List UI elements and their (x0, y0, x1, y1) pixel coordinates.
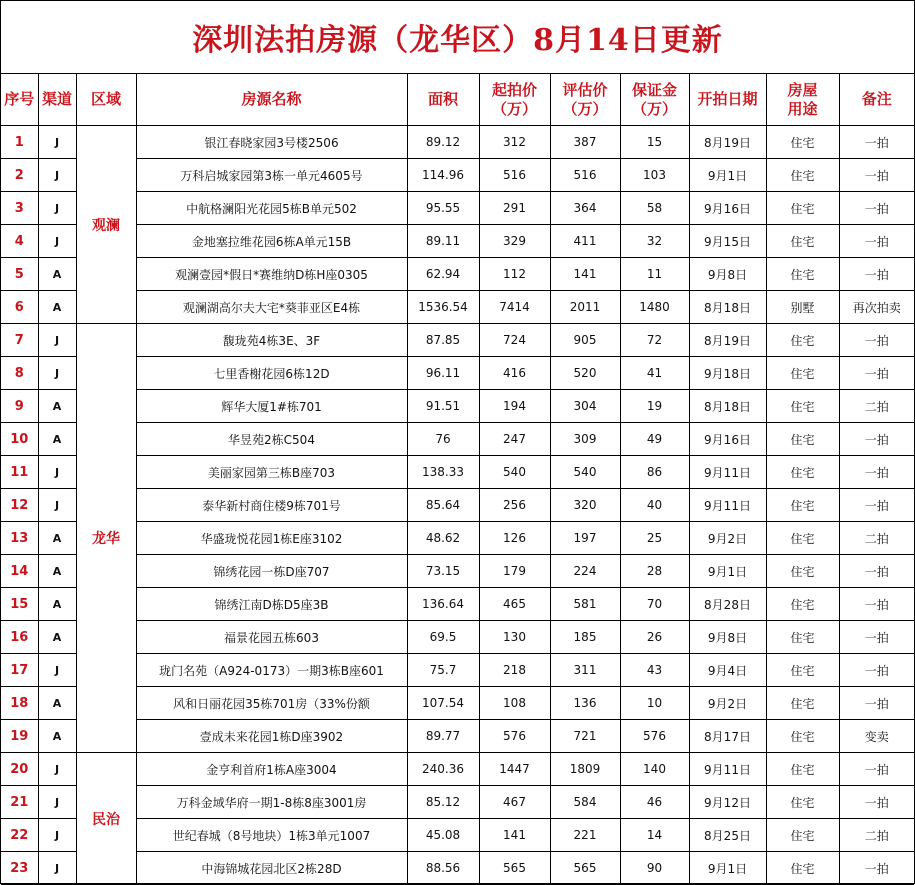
channel-cell: J (38, 225, 76, 258)
auction-date-cell: 9月1日 (689, 852, 766, 885)
auction-date-cell: 9月16日 (689, 423, 766, 456)
auction-date-cell: 9月16日 (689, 192, 766, 225)
auction-date-cell: 8月19日 (689, 324, 766, 357)
floor-area-cell: 114.96 (407, 159, 479, 192)
note-cell: 一拍 (839, 852, 914, 885)
table-row (1, 522, 914, 555)
appraised-price-cell: 721 (550, 720, 620, 753)
header-note: 备注 (839, 74, 914, 126)
property-name-cell: 七里香榭花园6栋12D (136, 357, 407, 390)
note-cell: 二拍 (839, 819, 914, 852)
row-no-cell: 1 (1, 126, 38, 159)
property-name-cell: 万科金域华府一期1-8栋8座3001房 (136, 786, 407, 819)
appraised-price-cell: 141 (550, 258, 620, 291)
deposit-cell: 90 (620, 852, 689, 885)
table-row (1, 390, 914, 423)
header-deposit: 保证金 （万） (620, 74, 689, 126)
appraised-price-cell: 320 (550, 489, 620, 522)
table-row (1, 654, 914, 687)
usage-cell: 住宅 (766, 852, 839, 885)
usage-cell: 住宅 (766, 159, 839, 192)
header-channel: 渠道 (38, 74, 76, 126)
channel-cell: A (38, 555, 76, 588)
property-name-cell: 壹成未来花园1栋D座3902 (136, 720, 407, 753)
district-cell: 龙华 (76, 324, 136, 753)
header-district: 区域 (76, 74, 136, 126)
table-row (1, 687, 914, 720)
table-row (1, 489, 914, 522)
channel-cell: J (38, 819, 76, 852)
floor-area-cell: 89.12 (407, 126, 479, 159)
start-price-cell: 7414 (479, 291, 550, 324)
appraised-price-cell: 520 (550, 357, 620, 390)
start-price-cell: 329 (479, 225, 550, 258)
table-row (1, 720, 914, 753)
table-row (1, 324, 914, 357)
deposit-cell: 25 (620, 522, 689, 555)
start-price-cell: 179 (479, 555, 550, 588)
property-name-cell: 金地塞拉维花园6栋A单元15B (136, 225, 407, 258)
channel-cell: J (38, 192, 76, 225)
appraised-price-cell: 224 (550, 555, 620, 588)
usage-cell: 住宅 (766, 720, 839, 753)
deposit-cell: 1480 (620, 291, 689, 324)
row-no-cell: 16 (1, 621, 38, 654)
row-no-cell: 14 (1, 555, 38, 588)
start-price-cell: 724 (479, 324, 550, 357)
start-price-cell: 130 (479, 621, 550, 654)
note-cell: 二拍 (839, 390, 914, 423)
channel-cell: J (38, 852, 76, 885)
page-title: 深圳法拍房源（龙华区）8月14日更新 (192, 23, 723, 58)
start-price-cell: 540 (479, 456, 550, 489)
property-name-cell: 银江春晓家园3号楼2506 (136, 126, 407, 159)
usage-cell: 住宅 (766, 357, 839, 390)
header-appraised-price: 评估价 （万） (550, 74, 620, 126)
row-no-cell: 17 (1, 654, 38, 687)
floor-area-cell: 88.56 (407, 852, 479, 885)
appraised-price-cell: 584 (550, 786, 620, 819)
row-no-cell: 9 (1, 390, 38, 423)
channel-cell: A (38, 522, 76, 555)
table-row (1, 423, 914, 456)
usage-cell: 住宅 (766, 126, 839, 159)
channel-cell: A (38, 588, 76, 621)
auction-date-cell: 9月8日 (689, 258, 766, 291)
appraised-price-cell: 387 (550, 126, 620, 159)
property-name-cell: 观澜壹园*假日*赛维纳D栋H座0305 (136, 258, 407, 291)
usage-cell: 住宅 (766, 258, 839, 291)
start-price-cell: 291 (479, 192, 550, 225)
auction-date-cell: 8月25日 (689, 819, 766, 852)
note-cell: 一拍 (839, 621, 914, 654)
property-name-cell: 金亨利首府1栋A座3004 (136, 753, 407, 786)
property-name-cell: 世纪春城（8号地块）1栋3单元1007 (136, 819, 407, 852)
usage-cell: 住宅 (766, 489, 839, 522)
note-cell: 一拍 (839, 654, 914, 687)
usage-cell: 住宅 (766, 456, 839, 489)
floor-area-cell: 85.12 (407, 786, 479, 819)
start-price-cell: 256 (479, 489, 550, 522)
channel-cell: A (38, 621, 76, 654)
deposit-cell: 15 (620, 126, 689, 159)
appraised-price-cell: 311 (550, 654, 620, 687)
floor-area-cell: 75.7 (407, 654, 479, 687)
table-row (1, 819, 914, 852)
floor-area-cell: 76 (407, 423, 479, 456)
floor-area-cell: 89.11 (407, 225, 479, 258)
usage-cell: 住宅 (766, 324, 839, 357)
note-cell: 一拍 (839, 555, 914, 588)
appraised-price-cell: 2011 (550, 291, 620, 324)
start-price-cell: 112 (479, 258, 550, 291)
row-no-cell: 10 (1, 423, 38, 456)
start-price-cell: 194 (479, 390, 550, 423)
header-start-price: 起拍价 （万） (479, 74, 550, 126)
note-cell: 一拍 (839, 456, 914, 489)
deposit-cell: 103 (620, 159, 689, 192)
table-row (1, 258, 914, 291)
usage-cell: 住宅 (766, 522, 839, 555)
auction-date-cell: 9月4日 (689, 654, 766, 687)
channel-cell: A (38, 720, 76, 753)
start-price-cell: 218 (479, 654, 550, 687)
appraised-price-cell: 185 (550, 621, 620, 654)
header-usage: 房屋 用途 (766, 74, 839, 126)
table-row (1, 588, 914, 621)
row-no-cell: 20 (1, 753, 38, 786)
row-no-cell: 7 (1, 324, 38, 357)
auction-date-cell: 9月18日 (689, 357, 766, 390)
note-cell: 一拍 (839, 588, 914, 621)
property-name-cell: 馥珑苑4栋3E、3F (136, 324, 407, 357)
header-area: 面积 (407, 74, 479, 126)
table-row (1, 621, 914, 654)
start-price-cell: 576 (479, 720, 550, 753)
row-no-cell: 5 (1, 258, 38, 291)
usage-cell: 住宅 (766, 654, 839, 687)
usage-cell: 住宅 (766, 555, 839, 588)
row-no-cell: 13 (1, 522, 38, 555)
start-price-cell: 467 (479, 786, 550, 819)
channel-cell: J (38, 456, 76, 489)
usage-cell: 住宅 (766, 753, 839, 786)
start-price-cell: 108 (479, 687, 550, 720)
table-row (1, 357, 914, 390)
channel-cell: J (38, 357, 76, 390)
header-no: 序号 (1, 74, 38, 126)
start-price-cell: 126 (479, 522, 550, 555)
header-row (1, 74, 914, 126)
table-row (1, 225, 914, 258)
row-no-cell: 2 (1, 159, 38, 192)
channel-cell: J (38, 786, 76, 819)
auction-date-cell: 9月1日 (689, 555, 766, 588)
row-no-cell: 8 (1, 357, 38, 390)
table-row (1, 753, 914, 786)
auction-date-cell: 9月11日 (689, 456, 766, 489)
note-cell: 一拍 (839, 687, 914, 720)
deposit-cell: 70 (620, 588, 689, 621)
channel-cell: A (38, 423, 76, 456)
row-no-cell: 4 (1, 225, 38, 258)
appraised-price-cell: 309 (550, 423, 620, 456)
auction-date-cell: 8月17日 (689, 720, 766, 753)
deposit-cell: 10 (620, 687, 689, 720)
usage-cell: 住宅 (766, 621, 839, 654)
property-name-cell: 观澜湖高尔夫大宅*葵菲亚区E4栋 (136, 291, 407, 324)
note-cell: 再次拍卖 (839, 291, 914, 324)
deposit-cell: 46 (620, 786, 689, 819)
floor-area-cell: 95.55 (407, 192, 479, 225)
auction-date-cell: 9月11日 (689, 753, 766, 786)
property-name-cell: 中航格澜阳光花园5栋B单元502 (136, 192, 407, 225)
property-name-cell: 福景花园五栋603 (136, 621, 407, 654)
row-no-cell: 3 (1, 192, 38, 225)
start-price-cell: 465 (479, 588, 550, 621)
floor-area-cell: 45.08 (407, 819, 479, 852)
appraised-price-cell: 136 (550, 687, 620, 720)
floor-area-cell: 107.54 (407, 687, 479, 720)
channel-cell: A (38, 390, 76, 423)
title-bar (1, 1, 914, 74)
usage-cell: 住宅 (766, 687, 839, 720)
table-row (1, 126, 914, 159)
channel-cell: J (38, 159, 76, 192)
deposit-cell: 576 (620, 720, 689, 753)
auction-date-cell: 8月28日 (689, 588, 766, 621)
row-no-cell: 23 (1, 852, 38, 885)
channel-cell: A (38, 258, 76, 291)
table-row (1, 852, 914, 885)
property-name-cell: 锦绣江南D栋D5座3B (136, 588, 407, 621)
appraised-price-cell: 221 (550, 819, 620, 852)
deposit-cell: 14 (620, 819, 689, 852)
note-cell: 一拍 (839, 357, 914, 390)
row-no-cell: 6 (1, 291, 38, 324)
note-cell: 一拍 (839, 192, 914, 225)
note-cell: 一拍 (839, 225, 914, 258)
start-price-cell: 312 (479, 126, 550, 159)
channel-cell: J (38, 489, 76, 522)
table-row (1, 786, 914, 819)
usage-cell: 住宅 (766, 225, 839, 258)
deposit-cell: 19 (620, 390, 689, 423)
appraised-price-cell: 197 (550, 522, 620, 555)
note-cell: 一拍 (839, 423, 914, 456)
property-name-cell: 中海锦城花园北区2栋28D (136, 852, 407, 885)
deposit-cell: 86 (620, 456, 689, 489)
note-cell: 一拍 (839, 258, 914, 291)
row-no-cell: 19 (1, 720, 38, 753)
property-name-cell: 辉华大厦1#栋701 (136, 390, 407, 423)
property-name-cell: 锦绣花园一栋D座707 (136, 555, 407, 588)
floor-area-cell: 62.94 (407, 258, 479, 291)
deposit-cell: 28 (620, 555, 689, 588)
appraised-price-cell: 1809 (550, 753, 620, 786)
property-name-cell: 华昱苑2栋C504 (136, 423, 407, 456)
note-cell: 变卖 (839, 720, 914, 753)
deposit-cell: 40 (620, 489, 689, 522)
floor-area-cell: 240.36 (407, 753, 479, 786)
appraised-price-cell: 304 (550, 390, 620, 423)
channel-cell: J (38, 324, 76, 357)
usage-cell: 别墅 (766, 291, 839, 324)
floor-area-cell: 1536.54 (407, 291, 479, 324)
appraised-price-cell: 581 (550, 588, 620, 621)
note-cell: 一拍 (839, 324, 914, 357)
floor-area-cell: 96.11 (407, 357, 479, 390)
deposit-cell: 41 (620, 357, 689, 390)
channel-cell: A (38, 687, 76, 720)
district-cell: 观澜 (76, 126, 136, 324)
usage-cell: 住宅 (766, 786, 839, 819)
auction-date-cell: 9月15日 (689, 225, 766, 258)
row-no-cell: 21 (1, 786, 38, 819)
appraised-price-cell: 565 (550, 852, 620, 885)
usage-cell: 住宅 (766, 192, 839, 225)
row-no-cell: 11 (1, 456, 38, 489)
header-date: 开拍日期 (689, 74, 766, 126)
start-price-cell: 141 (479, 819, 550, 852)
auction-date-cell: 9月12日 (689, 786, 766, 819)
channel-cell: J (38, 753, 76, 786)
deposit-cell: 49 (620, 423, 689, 456)
row-no-cell: 18 (1, 687, 38, 720)
floor-area-cell: 89.77 (407, 720, 479, 753)
listings-table (1, 74, 914, 885)
auction-date-cell: 8月18日 (689, 390, 766, 423)
property-name-cell: 风和日丽花园35栋701房（33%份额 (136, 687, 407, 720)
table-row (1, 291, 914, 324)
usage-cell: 住宅 (766, 588, 839, 621)
floor-area-cell: 85.64 (407, 489, 479, 522)
row-no-cell: 22 (1, 819, 38, 852)
usage-cell: 住宅 (766, 819, 839, 852)
note-cell: 二拍 (839, 522, 914, 555)
start-price-cell: 247 (479, 423, 550, 456)
property-name-cell: 万科启城家园第3栋一单元4605号 (136, 159, 407, 192)
floor-area-cell: 136.64 (407, 588, 479, 621)
table-row (1, 159, 914, 192)
channel-cell: A (38, 291, 76, 324)
channel-cell: J (38, 654, 76, 687)
floor-area-cell: 73.15 (407, 555, 479, 588)
auction-date-cell: 9月11日 (689, 489, 766, 522)
table-row (1, 456, 914, 489)
table-row (1, 192, 914, 225)
floor-area-cell: 48.62 (407, 522, 479, 555)
start-price-cell: 516 (479, 159, 550, 192)
appraised-price-cell: 411 (550, 225, 620, 258)
note-cell: 一拍 (839, 126, 914, 159)
district-cell: 民治 (76, 753, 136, 885)
property-name-cell: 珑门名苑（A924-0173）一期3栋B座601 (136, 654, 407, 687)
appraised-price-cell: 364 (550, 192, 620, 225)
start-price-cell: 1447 (479, 753, 550, 786)
deposit-cell: 26 (620, 621, 689, 654)
header-name: 房源名称 (136, 74, 407, 126)
note-cell: 一拍 (839, 159, 914, 192)
appraised-price-cell: 540 (550, 456, 620, 489)
appraised-price-cell: 905 (550, 324, 620, 357)
deposit-cell: 43 (620, 654, 689, 687)
floor-area-cell: 87.85 (407, 324, 479, 357)
auction-date-cell: 8月19日 (689, 126, 766, 159)
deposit-cell: 140 (620, 753, 689, 786)
property-name-cell: 泰华新村商住楼9栋701号 (136, 489, 407, 522)
auction-date-cell: 9月8日 (689, 621, 766, 654)
channel-cell: J (38, 126, 76, 159)
auction-date-cell: 9月1日 (689, 159, 766, 192)
note-cell: 一拍 (839, 489, 914, 522)
appraised-price-cell: 516 (550, 159, 620, 192)
usage-cell: 住宅 (766, 423, 839, 456)
table-row (1, 555, 914, 588)
property-name-cell: 美丽家园第三栋B座703 (136, 456, 407, 489)
floor-area-cell: 91.51 (407, 390, 479, 423)
start-price-cell: 565 (479, 852, 550, 885)
deposit-cell: 58 (620, 192, 689, 225)
floor-area-cell: 69.5 (407, 621, 479, 654)
note-cell: 一拍 (839, 753, 914, 786)
row-no-cell: 12 (1, 489, 38, 522)
deposit-cell: 72 (620, 324, 689, 357)
floor-area-cell: 138.33 (407, 456, 479, 489)
property-name-cell: 华盛珑悦花园1栋E座3102 (136, 522, 407, 555)
auction-date-cell: 9月2日 (689, 687, 766, 720)
row-no-cell: 15 (1, 588, 38, 621)
auction-date-cell: 9月2日 (689, 522, 766, 555)
usage-cell: 住宅 (766, 390, 839, 423)
auction-date-cell: 8月18日 (689, 291, 766, 324)
note-cell: 一拍 (839, 786, 914, 819)
deposit-cell: 11 (620, 258, 689, 291)
deposit-cell: 32 (620, 225, 689, 258)
start-price-cell: 416 (479, 357, 550, 390)
